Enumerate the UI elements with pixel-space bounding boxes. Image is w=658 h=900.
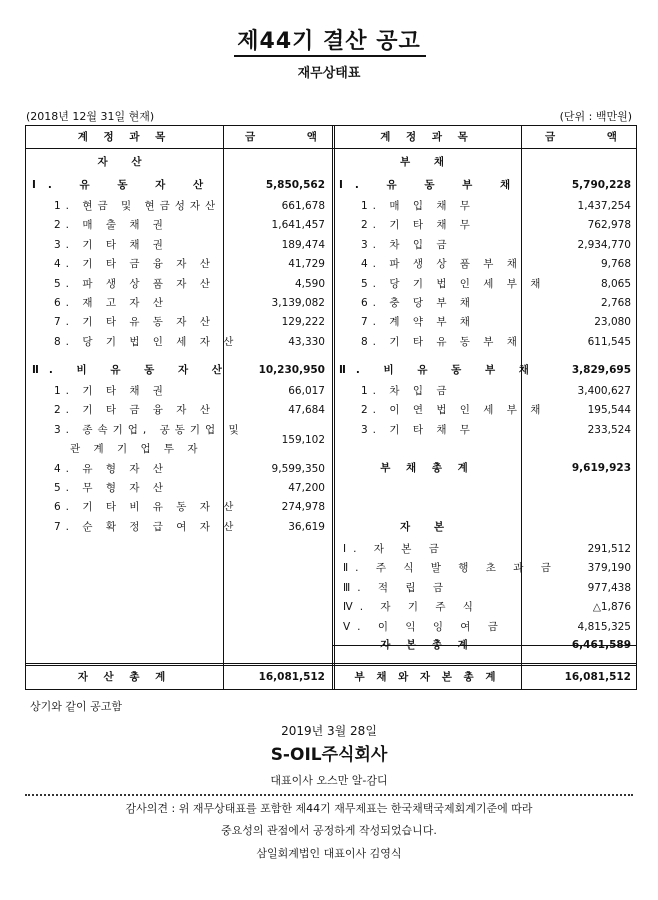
- current-liability-item-label: 4. 파 생 상 품 부 채: [361, 258, 522, 271]
- current-asset-item-amount: 4,590: [294, 277, 325, 290]
- unit-note: (단위 : 백만원): [559, 110, 632, 123]
- current-asset-item-label: 1. 현금 및 현금성자산: [54, 200, 221, 212]
- equity-section-label: 자 본: [400, 521, 454, 533]
- liabilities-equity-total-amount: 16,081,512: [564, 671, 631, 683]
- equity-item-label: Ⅱ. 주 식 발 행 초 과 금: [343, 562, 558, 575]
- right-account-header: 계 정 과 목: [380, 131, 474, 143]
- current-asset-item-amount: 661,678: [281, 200, 325, 212]
- equity-total-label: 자 본 총 계: [380, 639, 474, 651]
- current-asset-item-label: 2. 매 출 채 권: [54, 219, 168, 232]
- current-asset-item-label: 4. 기 타 금 융 자 산: [54, 258, 215, 271]
- noncurrent-asset-item-amount: 36,619: [288, 520, 325, 533]
- liabilities-equity-total-label: 부 채 와 자 본 총 계: [354, 671, 500, 683]
- auditor-name: 삼일회계법인 대표이사 김영식: [256, 847, 402, 860]
- current-liability-item-amount: 9,768: [600, 258, 631, 271]
- current-assets-label: Ⅰ. 유 동 자 산: [32, 179, 216, 191]
- noncurrent-liabilities-label: Ⅱ. 비 유 동 부 채: [339, 364, 539, 376]
- equity-total-amount: 6,461,589: [571, 639, 631, 651]
- noncurrent-asset-item-amount: 159,102: [281, 433, 325, 446]
- noncurrent-asset-item-amount: 47,684: [288, 404, 325, 417]
- current-asset-item-label: 3. 기 타 채 권: [54, 238, 168, 251]
- noncurrent-asset-item-label: 5. 무 형 자 산: [54, 482, 168, 494]
- right-amount-header: 금 액: [545, 131, 641, 143]
- current-liability-item-label: 7. 계 약 부 채: [361, 316, 475, 329]
- current-asset-item-amount: 43,330: [288, 335, 325, 348]
- current-liability-item-label: 6. 충 당 부 채: [361, 297, 475, 309]
- current-asset-item-amount: 129,222: [281, 316, 325, 329]
- assets-column: [26, 126, 341, 689]
- as-of-date: (2018년 12월 31일 현재): [26, 110, 155, 123]
- equity-item-label: Ⅴ. 이 익 잉 여 금: [343, 620, 505, 633]
- assets-total-label: 자 산 총 계: [77, 671, 172, 683]
- current-asset-item-amount: 189,474: [281, 238, 325, 251]
- notice-statement: 상기와 같이 공고함: [30, 700, 123, 713]
- noncurrent-liability-item-amount: 233,524: [587, 423, 631, 436]
- noncurrent-asset-item-amount: 274,978: [281, 501, 325, 514]
- current-liabilities-label: Ⅰ. 유 동 부 채: [339, 179, 523, 191]
- noncurrent-asset-item-label: 7. 순 확 정 급 여 자 산: [54, 520, 239, 533]
- noncurrent-asset-item-amount: 9,599,350: [271, 462, 325, 475]
- equity-item-amount: 291,512: [587, 543, 631, 555]
- current-asset-item-amount: 41,729: [288, 258, 325, 271]
- current-liabilities-amount: 5,790,228: [571, 179, 631, 191]
- current-asset-item-label: 6. 재 고 자 산: [54, 297, 168, 309]
- current-liability-item-amount: 1,437,254: [577, 200, 631, 212]
- liabilities-equity-column: [333, 126, 641, 689]
- noncurrent-liability-item-amount: 3,400,627: [577, 385, 631, 397]
- equity-item-label: Ⅳ. 자 기 주 식: [343, 601, 480, 614]
- notice-title: 제44기 결산 공고: [237, 29, 421, 54]
- left-account-header: 계 정 과 목: [77, 131, 172, 143]
- equity-item-amount: 977,438: [587, 581, 631, 594]
- assets-section-label: 자 산: [97, 156, 152, 168]
- liabilities-section-label: 부 채: [400, 156, 454, 168]
- current-asset-item-label: 5. 파 생 상 품 자 산: [54, 277, 215, 290]
- equity-item-label: Ⅰ. 자 본 금: [343, 543, 446, 555]
- assets-total-amount: 16,081,512: [258, 671, 325, 683]
- equity-item-amount: 379,190: [587, 562, 631, 575]
- liabilities-total-amount: 9,619,923: [571, 462, 631, 474]
- noncurrent-liabilities-amount: 3,829,695: [571, 364, 631, 376]
- liabilities-total-label: 부 채 총 계: [380, 462, 474, 474]
- noncurrent-assets-amount: 10,230,950: [258, 364, 325, 376]
- noncurrent-asset-item-amount: 47,200: [288, 482, 325, 494]
- title-underline: [234, 55, 426, 57]
- current-liability-item-label: 2. 기 타 채 무: [361, 219, 475, 232]
- noncurrent-assets-label: Ⅱ. 비 유 동 자 산: [32, 364, 232, 376]
- noncurrent-asset-item-label-cont: 관 계 기 업 투 자: [70, 442, 203, 455]
- current-liability-item-amount: 2,768: [600, 297, 631, 309]
- noncurrent-liability-item-label: 3. 기 타 채 무: [361, 423, 475, 436]
- current-liability-item-amount: 2,934,770: [577, 238, 631, 251]
- noncurrent-asset-item-label: 3. 종속기업, 공동기업 및: [54, 423, 244, 436]
- audit-opinion-line1: 감사의견 : 위 재무상태표를 포함한 제44기 재무제표는 한국채택국제회계기준에 따라: [125, 802, 533, 815]
- audit-opinion-line2: 중요성의 관점에서 공정하게 작성되었습니다.: [221, 824, 437, 837]
- noncurrent-liability-item-amount: 195,544: [587, 404, 631, 417]
- current-assets-amount: 5,850,562: [265, 179, 325, 191]
- current-liability-item-label: 3. 차 입 금: [361, 238, 452, 251]
- current-liability-item-amount: 23,080: [594, 316, 631, 329]
- equity-item-amount: 4,815,325: [577, 620, 631, 633]
- noncurrent-liability-item-label: 2. 이 연 법 인 세 부 채: [361, 404, 546, 417]
- current-liability-item-amount: 8,065: [600, 277, 631, 290]
- noncurrent-asset-item-amount: 66,017: [288, 385, 325, 397]
- left-amount-header: 금 액: [245, 131, 341, 143]
- statement-subtitle: 재무상태표: [297, 66, 361, 81]
- noncurrent-asset-item-label: 2. 기 타 금 융 자 산: [54, 404, 215, 417]
- noncurrent-asset-item-label: 6. 기 타 비 유 동 자 산: [54, 501, 239, 514]
- notice-date: 2019년 3월 28일: [281, 724, 377, 738]
- current-liability-item-amount: 762,978: [587, 219, 631, 232]
- balance-sheet-table: [25, 125, 641, 690]
- noncurrent-asset-item-label: 4. 유 형 자 산: [54, 462, 168, 475]
- current-asset-item-label: 8. 당 기 법 인 세 자 산: [54, 335, 239, 348]
- current-asset-item-amount: 3,139,082: [271, 297, 325, 309]
- company-name: S-OIL주식회사: [270, 745, 388, 765]
- current-asset-item-label: 7. 기 타 유 동 자 산: [54, 316, 215, 329]
- current-liability-item-amount: 611,545: [587, 335, 631, 348]
- current-liability-item-label: 1. 매 입 채 무: [361, 200, 475, 212]
- ceo-name: 대표이사 오스만 알-감디: [270, 774, 388, 787]
- equity-item-amount: △1,876: [592, 601, 631, 614]
- current-liability-item-label: 8. 기 타 유 동 부 채: [361, 335, 522, 348]
- current-liability-item-label: 5. 당 기 법 인 세 부 채: [361, 277, 546, 290]
- dotted-separator: [25, 794, 633, 796]
- current-asset-item-amount: 1,641,457: [271, 219, 325, 232]
- equity-item-label: Ⅲ. 적 립 금: [343, 581, 451, 594]
- noncurrent-asset-item-label: 1. 기 타 채 권: [54, 385, 168, 397]
- noncurrent-liability-item-label: 1. 차 입 금: [361, 385, 452, 397]
